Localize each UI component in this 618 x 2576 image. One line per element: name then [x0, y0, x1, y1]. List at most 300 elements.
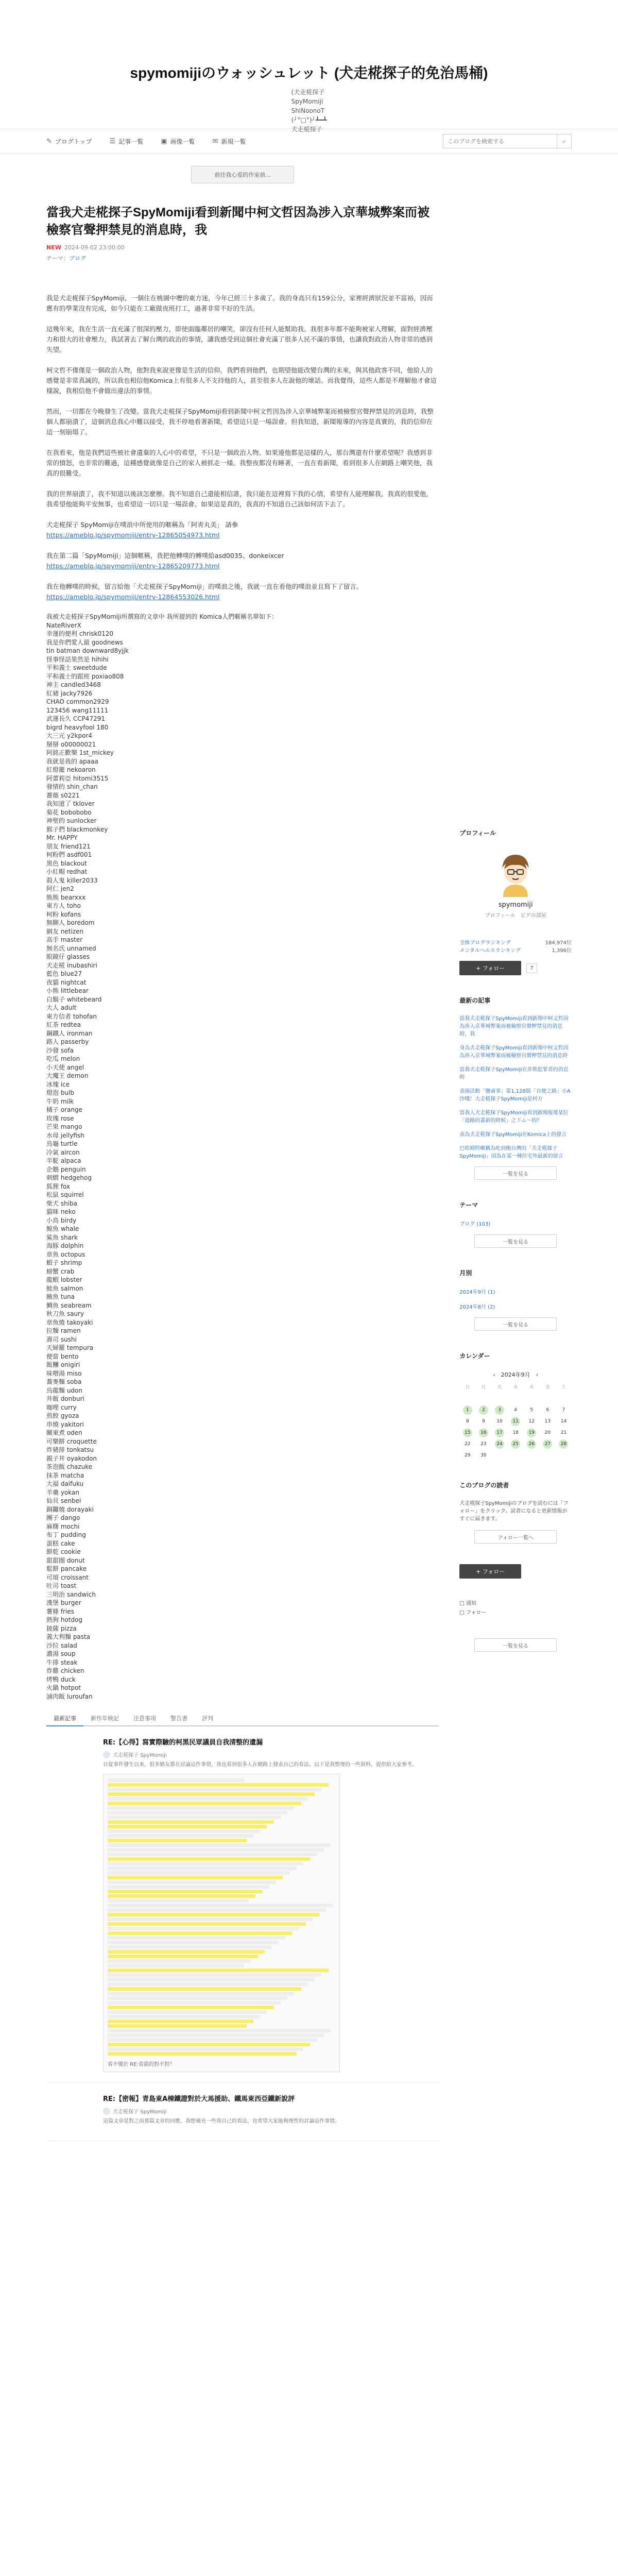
- name-entry: tin batman downward8yjjk: [46, 647, 129, 654]
- archive-item[interactable]: 2024年9月 (1): [459, 1290, 495, 1295]
- reference-link[interactable]: https://ameblo.jp/spymomiji/entry-12865209773.html: [46, 562, 220, 570]
- calendar-day-number: 5: [530, 1408, 534, 1413]
- name-entry: NateRiverX: [46, 621, 81, 629]
- post-excerpt: 自從事件發生以來，很多網友都在討論這件事情，我也看到很多人在網路上發表自己的看法。以下是我整理的一些資料，提供給大家參考。: [103, 1762, 417, 1768]
- screenshot-row: [108, 1885, 269, 1889]
- nav-image-list[interactable]: [161, 137, 195, 146]
- calendar-day: [540, 1394, 556, 1403]
- search-input[interactable]: [443, 134, 557, 148]
- name-entry: 熱狗 hotdog: [46, 1616, 83, 1623]
- name-entry: 鮭魚 salmon: [46, 1284, 83, 1292]
- name-entry: 松鼠 squirrel: [46, 1191, 84, 1198]
- recent-item[interactable]: 表演活動「鹽鹵事」第1,128版「自便之路」小A沙哦！大走椛探子SpyMomiji是何方: [459, 1089, 571, 1102]
- blog-header: [0, 0, 618, 133]
- name-entry: 鯛魚 seabream: [46, 1301, 92, 1309]
- calendar-day: [556, 1428, 572, 1437]
- blog-title[interactable]: spymomijiのウォッシュレット (犬走椛探子的免治馬桶): [130, 65, 488, 81]
- main-column: [46, 154, 439, 2141]
- post-thumb-spacer: [46, 2093, 103, 2109]
- post-author: [103, 2107, 439, 2115]
- profile-links[interactable]: プロフィール ピグの部屋: [485, 913, 546, 919]
- calendar-day[interactable]: [491, 1439, 507, 1449]
- calendar-day[interactable]: [459, 1428, 475, 1437]
- blog-search: [443, 134, 572, 148]
- recent-item[interactable]: 表為犬走椛探子SpyMomiji在Komica上的發言: [459, 1132, 566, 1138]
- calendar-day-number: 19: [527, 1428, 536, 1437]
- profile-avatar[interactable]: [491, 848, 540, 897]
- ranking-row[interactable]: [459, 939, 572, 947]
- screenshot-row: [108, 1894, 255, 1898]
- name-entry: 熊熊 bearxxx: [46, 893, 86, 901]
- name-entry: 可頌 croissant: [46, 1573, 89, 1581]
- desc-line: 犬走椛探子: [291, 126, 322, 133]
- name-entry: 紅豬 jacky7926: [46, 689, 93, 697]
- calendar-day-number: 14: [560, 1419, 567, 1424]
- name-entry: 烏龍麵 udon: [46, 1386, 82, 1394]
- name-entry: 牛排 steak: [46, 1658, 78, 1666]
- screenshot-row: [108, 1853, 317, 1856]
- calendar-day: [459, 1417, 475, 1426]
- calendar-weekday: 月: [481, 1385, 486, 1390]
- name-entry: 咖哩 curry: [46, 1403, 77, 1411]
- name-entry: 壽司 sushi: [46, 1335, 77, 1343]
- name-entry: 蝦子 shrimp: [46, 1259, 82, 1266]
- name-entry: 牛奶 milk: [46, 1097, 74, 1105]
- recent-item[interactable]: 巴哈姆特暱稱為吃到飽台灣的「犬走椛探子SpyMomiji」因為在某一棟住宅外最新的留言: [459, 1146, 563, 1159]
- calendar-day: [475, 1439, 491, 1449]
- name-entry: 便當 bento: [46, 1352, 79, 1360]
- calendar-day-number: 17: [495, 1428, 504, 1437]
- name-entry: 大三元 y2kpor4: [46, 732, 93, 739]
- nav-label: 画像一覧: [170, 138, 195, 145]
- name-entry: 幸運的便利 chrisk0120: [46, 630, 114, 637]
- name-entry: 大福 daifuku: [46, 1480, 84, 1487]
- name-entry: 怪事怪話果然是 hihihi: [46, 655, 109, 663]
- reference-link[interactable]: https://ameblo.jp/spymomiji/entry-12864553026.html: [46, 593, 220, 601]
- screenshot-row: [108, 2010, 267, 2014]
- screenshot-row: [108, 1871, 290, 1875]
- calendar-day[interactable]: [540, 1439, 556, 1449]
- follow-button[interactable]: + フォロー: [459, 961, 521, 975]
- name-entry: 阿蕾莉亞 hitomi3515: [46, 774, 109, 782]
- calendar-day: [508, 1405, 524, 1415]
- name-entry: 芒果 mango: [46, 1123, 82, 1130]
- calendar-day[interactable]: [491, 1428, 507, 1437]
- name-entry: 大人 adult: [46, 1004, 77, 1011]
- article-paragraph: 在我看來，他是我們這些被社會遺棄的人心中的希望，不只是一個政治人物。如果連他都是這樣的人，那台灣還有什麼希望呢？我感到非常的憤怒，也非常的難過，這種感覺就像是自己的家人被抓走一樣。我整夜都沒有睡著，一直在看新聞，看到很多人在網路上嘲笑他，我真的很難受。: [46, 449, 433, 477]
- name-entry: bigrd heavyfool 180: [46, 723, 109, 731]
- name-entry: 三明治 sandwich: [46, 1590, 96, 1598]
- calendar-day[interactable]: [491, 1405, 507, 1415]
- name-entry: 神聖的 sunlocker: [46, 817, 97, 824]
- tab-new[interactable]: 新作年検記: [91, 1715, 119, 1722]
- name-entry: 路人 passerby: [46, 1038, 89, 1045]
- calendar-day[interactable]: [459, 1405, 475, 1415]
- screenshot-row: [108, 1880, 276, 1884]
- post-author-name[interactable]: 犬走椛探子 SpyMomiji: [113, 1753, 167, 1758]
- calendar-day[interactable]: [475, 1405, 491, 1415]
- screenshot-row: [108, 2038, 317, 2042]
- post-excerpt: 這篇文章是對之前那篇文章的回應，我想補充一些我自己的看法，也希望大家能夠理性的討論這件事情。: [103, 2119, 340, 2124]
- pencil-icon: ✎: [46, 137, 52, 145]
- name-entry: 炸豬排 tonkatsu: [46, 1446, 94, 1453]
- desc-line: ShiNoonoT: [291, 107, 325, 114]
- calendar-heading: カレンダー: [459, 1352, 490, 1360]
- ranking-label: メンタルヘルスランキング: [459, 948, 521, 954]
- calendar-weekday: 火: [497, 1385, 502, 1390]
- avatar: [103, 2108, 110, 2115]
- calendar-day[interactable]: [524, 1439, 540, 1449]
- nav-entry-list[interactable]: [110, 137, 144, 146]
- name-entry: 大魔王 demon: [46, 1072, 89, 1079]
- calendar-day: [524, 1417, 540, 1426]
- notify-check[interactable]: □ 通知: [459, 1601, 476, 1606]
- article-theme: [46, 254, 439, 262]
- name-entry: 味噌湯 miso: [46, 1369, 82, 1377]
- calendar-day: [475, 1417, 491, 1426]
- name-entry: 我知道了 tklover: [46, 800, 95, 807]
- theme-more-button[interactable]: 一覧を見る: [474, 1234, 557, 1248]
- name-entry: 薯條 fries: [46, 1607, 74, 1615]
- calendar-day-number: 9: [482, 1419, 485, 1424]
- profile-heading: プロフィール: [459, 829, 496, 837]
- screenshot-row: [108, 1778, 244, 1782]
- name-entry: 橘子 orange: [46, 1106, 83, 1113]
- nav-label: 新規一覧: [221, 138, 246, 145]
- name-entry: 章魚 octopus: [46, 1250, 85, 1258]
- reference-link[interactable]: https://ameblo.jp/spymomiji/entry-12865054973.html: [46, 531, 220, 539]
- screenshot-row: [108, 1913, 319, 1917]
- readers-more-button[interactable]: フォロー一覧へ: [474, 1530, 557, 1544]
- names-intro: 我被犬走椛探子SpyMomiji所撰寫的文章中 我所提到的 Komica人們暱稱名單如下：: [46, 613, 278, 620]
- profile-name[interactable]: spymomiji: [498, 901, 533, 909]
- calendar-day: [540, 1417, 556, 1426]
- name-entry: 茶泡飯 chazuke: [46, 1463, 93, 1470]
- follow-check[interactable]: □ フォロー: [459, 1610, 487, 1616]
- calendar-weekday: 土: [561, 1385, 566, 1390]
- calendar-day-number: 15: [463, 1428, 472, 1437]
- article-paragraph: 這幾年來，我在生活一直充滿了很深的壓力，即使面臨鄰居的嘲笑，卻沒有任何人能幫助我。我很多年都不能夠被家人理解，面對經濟壓力和很大的社會壓力，我試著去了解台灣的政治的事情，讓我感受到這個社會充滿了很多人民不滿的事情，也讓我對政治人物非常的感到失望。: [46, 325, 433, 353]
- article-paragraph: 柯文哲不僅僅是一個政治人物，他對我來說更像是生活的信仰，我們看到他們，也期望他能改變台灣的未來，與其他政客不同，他給人的感覺是非常真誠的，所以我也相信他Komica上有很多人不支持他的人，甚至很多人在說他的壞話。而我覺得，這些人都是不理解他才會這樣說，我相信他不會做出違法的事情。: [46, 366, 437, 395]
- recent-heading: 最新の記事: [459, 997, 491, 1004]
- screenshot-row: [108, 2029, 331, 2032]
- calendar-day: [459, 1451, 475, 1460]
- name-entry: 燈泡 bulb: [46, 1089, 74, 1096]
- follow-button[interactable]: + フォロー: [459, 1564, 521, 1579]
- name-entry: 鯨魚 whale: [46, 1225, 79, 1232]
- recent-item[interactable]: 當我人犬走椛探子SpyMomiji看到新聞報導某位「道路的蓋新的時候」之下ム～的？: [459, 1110, 569, 1124]
- calendar-day: [459, 1394, 475, 1403]
- post-thumb-spacer: [46, 1737, 103, 1752]
- screenshot-row: [108, 1973, 321, 1977]
- name-entry: 火鍋 hotpot: [46, 1684, 81, 1691]
- name-entry: 鋼鐵人 ironman: [46, 1029, 93, 1037]
- name-entry: 小紅帽 redhat: [46, 868, 88, 875]
- post-body: [103, 2093, 439, 2130]
- name-entry: 烤鴨 duck: [46, 1675, 76, 1683]
- footer-more-button[interactable]: 一覧を見る: [474, 1638, 557, 1652]
- screenshot-row: [108, 1783, 329, 1787]
- name-entry: 章魚燒 takoyaki: [46, 1318, 93, 1326]
- nav-blog-top[interactable]: [46, 137, 92, 146]
- calendar-day-number: 3: [495, 1405, 504, 1415]
- calendar-weekday: 水: [513, 1385, 518, 1390]
- screenshot-row: [108, 1987, 301, 1991]
- name-entry: 銅鑼燒 dorayaki: [46, 1505, 94, 1513]
- calendar-weekday: 木: [529, 1385, 534, 1390]
- names-list: [46, 621, 439, 1701]
- name-entry: 濃湯 soup: [46, 1650, 76, 1657]
- name-entry: 抹茶 matcha: [46, 1471, 84, 1479]
- name-entry: 拉麵 ramen: [46, 1327, 81, 1334]
- screenshot-row: [108, 2033, 324, 2037]
- name-entry: 天婦羅 tempura: [46, 1344, 94, 1351]
- name-entry: 小天使 angel: [46, 1063, 84, 1071]
- name-entry: CHAO common2929: [46, 698, 109, 705]
- name-entry: 鯊魚 shark: [46, 1233, 78, 1241]
- name-entry: 甜甜圈 donut: [46, 1556, 85, 1564]
- screenshot-row: [108, 1959, 251, 1963]
- name-entry: 漢堡 burger: [46, 1599, 81, 1606]
- name-entry: 柯粉們 asdf001: [46, 851, 92, 858]
- tab-warning[interactable]: 警告書: [170, 1715, 187, 1722]
- name-entry: 關東煮 oden: [46, 1429, 82, 1436]
- calendar-day-number: 12: [528, 1419, 535, 1424]
- name-entry: 東方信者 tohofan: [46, 1012, 97, 1020]
- reference-block: [46, 551, 439, 571]
- option-checks: [459, 1599, 572, 1618]
- calendar-day: [524, 1405, 540, 1415]
- name-entry: 犬走椛 inubashiri: [46, 961, 97, 969]
- calendar-day[interactable]: [524, 1428, 540, 1437]
- calendar-day: [540, 1405, 556, 1415]
- post-author-name[interactable]: 犬走椛探子 SpyMomiji: [113, 2109, 167, 2115]
- screenshot-row: [108, 1797, 308, 1801]
- name-entry: 親子丼 oyakodon: [46, 1454, 97, 1462]
- name-entry: 企鵝 penguin: [46, 1165, 86, 1173]
- calendar-day[interactable]: [508, 1439, 524, 1449]
- screenshot-row: [108, 1955, 258, 1958]
- calendar-day: [524, 1394, 540, 1403]
- screenshot-row: [108, 2043, 310, 2046]
- name-entry: 羊羹 yokan: [46, 1488, 79, 1496]
- screenshot-row: [108, 1816, 281, 1819]
- name-entry: 貓咪 neko: [46, 1208, 76, 1215]
- article-meta: [46, 244, 439, 251]
- calendar-day: [459, 1439, 475, 1449]
- calendar-day-number: 25: [511, 1439, 520, 1449]
- name-entry: 掰掰 o00000021: [46, 740, 96, 748]
- calendar-day-number: 18: [512, 1430, 519, 1435]
- name-entry: 白鬍子 whitebeard: [46, 995, 102, 1003]
- recent-more-button[interactable]: 一覧を見る: [474, 1166, 557, 1180]
- screenshot-row: [108, 1848, 324, 1852]
- screenshot-row: [108, 1950, 265, 1954]
- calendar-day-number: 24: [495, 1439, 504, 1449]
- post-title[interactable]: RE:【心得】寫實際驗的柯黑民眾議員自我清整的遺漏: [103, 1739, 263, 1747]
- follow-row: [459, 961, 572, 975]
- related-post: [46, 1726, 439, 2083]
- nav-new-list[interactable]: [213, 137, 246, 146]
- screenshot-row: [108, 1788, 321, 1791]
- name-entry: 小熊 littlebear: [46, 987, 89, 994]
- name-entry: 菊花 bobobobo: [46, 808, 92, 816]
- calendar-weekday: 日: [465, 1385, 470, 1390]
- calendar-day-number: 21: [560, 1430, 567, 1435]
- calendar-day-number: 30: [480, 1453, 487, 1458]
- entry-tabs: [46, 1711, 439, 1726]
- name-entry: 冷氣 aircon: [46, 1148, 80, 1156]
- ranking-label: 全体ブログランキング: [459, 940, 511, 946]
- name-entry: 123456 wang11111: [46, 706, 109, 714]
- post-author: [103, 1751, 439, 1758]
- screenshot-row: [108, 1820, 274, 1824]
- calendar-day: [491, 1394, 507, 1403]
- theme-item[interactable]: ブログ (103): [459, 1222, 491, 1227]
- screenshot-row: [108, 1927, 299, 1930]
- calendar-day-number: 10: [496, 1419, 503, 1424]
- content-wrap: [0, 154, 618, 2141]
- calendar-month[interactable]: ‹ 2024年9月 ›: [493, 1371, 538, 1378]
- name-entry: 武運長久 CCP47291: [46, 715, 105, 722]
- screenshot-row: [108, 1918, 313, 1921]
- desc-line: (犬走椛探子: [291, 89, 325, 96]
- recent-item[interactable]: 當我犬走椛探子SpyMomiji在詐欺犯罪者的消息時: [459, 1067, 569, 1080]
- calendar-day: [556, 1417, 572, 1426]
- desc-line: (╯°□°)╯┻━┻: [291, 116, 327, 124]
- ranking-value: 184,974位: [545, 940, 572, 946]
- calendar-day: [475, 1394, 491, 1403]
- name-entry: 飯糰 onigiri: [46, 1361, 80, 1368]
- search-icon[interactable]: ⌕: [557, 134, 571, 148]
- calendar-day: [475, 1451, 491, 1460]
- tab-notice[interactable]: 注意事項: [133, 1715, 156, 1722]
- name-entry: 阿仁 jen2: [46, 885, 74, 892]
- calendar-day-number: 26: [527, 1439, 536, 1449]
- name-entry: 眼鏡仔 glasses: [46, 953, 90, 960]
- name-entry: 沙發 sofa: [46, 1046, 74, 1054]
- name-entry: 高手 master: [46, 936, 83, 943]
- archive-more-button[interactable]: 一覧を見る: [474, 1317, 557, 1331]
- name-entry: 義大利麵 pasta: [46, 1633, 91, 1640]
- calendar-day: [556, 1394, 572, 1403]
- calendar-day-number: 4: [514, 1408, 517, 1413]
- name-entry: 朋友 friend121: [46, 842, 91, 850]
- recent-item[interactable]: 當我犬走椛探子SpyMomiji看到新聞中柯文哲因為涉入京華城弊案而被檢察官聲押禁見的消息時，我: [459, 1016, 569, 1037]
- ranking-row[interactable]: [459, 947, 572, 955]
- recent-item[interactable]: 身為犬走椛探子SpyMomiji看到新聞中柯文哲因為涉入京華城弊案而被檢察官聲押禁見的消息時: [459, 1045, 569, 1059]
- screenshot-row: [108, 1996, 287, 2000]
- screenshot-rows: [108, 1778, 335, 2056]
- recent-list: [459, 1015, 572, 1160]
- image-icon: ▣: [161, 137, 167, 145]
- screenshot-row: [108, 2024, 247, 2028]
- screenshot-row: [108, 1834, 253, 1838]
- article-title[interactable]: 當我犬走椛探子SpyMomiji看到新聞中柯文哲因為涉入京華城弊案而被檢察官聲押禁見的消息時，我: [46, 206, 430, 237]
- screenshot-row: [108, 1829, 260, 1833]
- list-icon: ☰: [109, 137, 116, 145]
- sidebar: [459, 154, 572, 2141]
- screenshot-row: [108, 1839, 247, 1842]
- new-badge: NEW: [46, 244, 61, 251]
- name-entry: 冰塊 ice: [46, 1080, 70, 1088]
- screenshot-row: [108, 1931, 292, 1935]
- screenshot-row: [108, 1890, 263, 1893]
- archive-item[interactable]: 2024年8月 (2): [459, 1304, 495, 1310]
- calendar-day-number: 8: [466, 1419, 469, 1424]
- screenshot-row: [108, 2047, 303, 2051]
- name-entry: 仙貝 senbei: [46, 1497, 81, 1504]
- screenshot-row: [108, 1867, 297, 1870]
- related-post: [46, 2083, 439, 2141]
- reference-block: [46, 582, 439, 602]
- calendar-day-number: 22: [465, 1442, 471, 1447]
- name-entry: 水母 jellyfish: [46, 1131, 84, 1139]
- prev-entry-button[interactable]: 前往我心爱的作室前...: [191, 166, 294, 183]
- screenshot-row: [108, 2006, 274, 2009]
- screenshot-row: [108, 1969, 329, 1972]
- follow-row-2: [459, 1564, 572, 1579]
- name-entry: 我是你們愛人最 goodnews: [46, 638, 123, 646]
- name-entry: 神主 candled3468: [46, 681, 101, 688]
- name-entry: 餅乾 cookie: [46, 1548, 81, 1555]
- ranking-stats: [459, 939, 572, 955]
- calendar-day-number: 16: [479, 1428, 488, 1437]
- calendar-day-number: 11: [511, 1417, 520, 1426]
- name-entry: 殺人鬼 killer2033: [46, 876, 98, 884]
- name-entry: 海豚 dolphin: [46, 1242, 84, 1249]
- name-entry: Mr. HAPPY: [46, 834, 78, 841]
- name-entry: 無聊人 boredom: [46, 919, 95, 926]
- ranking-value: 1,396位: [552, 948, 572, 954]
- tab-latest[interactable]: 最新記事: [46, 1711, 83, 1726]
- name-entry: 蛋糕 cake: [46, 1539, 75, 1547]
- screenshot-row: [108, 1857, 310, 1861]
- name-entry: 柴犬 shiba: [46, 1199, 77, 1207]
- screenshot-row: [108, 1982, 308, 1986]
- post-body: [103, 1737, 439, 2072]
- post-screenshot[interactable]: [103, 1774, 340, 2072]
- calendar-day-number: 23: [480, 1442, 487, 1447]
- name-entry: 烏龜 turtle: [46, 1140, 78, 1147]
- tab-review[interactable]: 評判: [202, 1715, 213, 1722]
- calendar-day[interactable]: [556, 1439, 572, 1449]
- article-paragraph: 我是犬走椛探子SpyMomiji，一個住在桃園中壢的東方迷，今年已經三十多歲了。我的身高只有159公分，家裡經濟狀況並不富裕，因而應有的學業沒有完成，如今只能在工廠做夜班打工，過著非常不好的生活。: [46, 294, 433, 312]
- calendar-day: [556, 1405, 572, 1415]
- calendar-day[interactable]: [508, 1417, 524, 1426]
- screenshot-row: [108, 1843, 331, 1847]
- calendar-day: [540, 1428, 556, 1437]
- name-entry: 薔薇 s0221: [46, 791, 80, 799]
- screenshot-row: [108, 2001, 281, 2005]
- name-entry: 披薩 pizza: [46, 1624, 77, 1632]
- name-entry: 黑色 blackout: [46, 859, 87, 867]
- name-entry: 東方人 toho: [46, 902, 81, 909]
- calendar-day[interactable]: [475, 1428, 491, 1437]
- calendar-day-number: 27: [543, 1439, 552, 1449]
- screenshot-row: [108, 1936, 285, 1940]
- name-entry: 猴子們 blackmonkey: [46, 825, 108, 833]
- article-paragraph: 我的世界崩潰了，我不知道以後該怎麼辦。我不知道自己還能相信誰，我只能在這裡寫下我的心情，希望有人能理解我。我真的很愛他，我希望他能夠平安無事，也希望這一切只是一場誤會。如果這是真的，我真的不知道自己該如何活下去了。: [46, 490, 433, 508]
- name-entry: 龍蝦 lobster: [46, 1276, 82, 1283]
- theme-prefix: テーマ：: [46, 255, 69, 262]
- readers-text: 犬走椛探子SpyMomijiのブログを読むには「フォロー」をクリック。読者になると更新情報がすぐに届きます。: [459, 1501, 569, 1522]
- name-entry: 無名氏 unnamed: [46, 944, 96, 952]
- screenshot-row: [108, 1964, 244, 1968]
- theme-link[interactable]: ブログ: [69, 255, 86, 262]
- post-title[interactable]: RE:【密報】青島東A棟鐵證對於大馬援助、鐵馬東西亞鐵新說評: [103, 2095, 295, 2103]
- calendar-grid: [459, 1383, 572, 1460]
